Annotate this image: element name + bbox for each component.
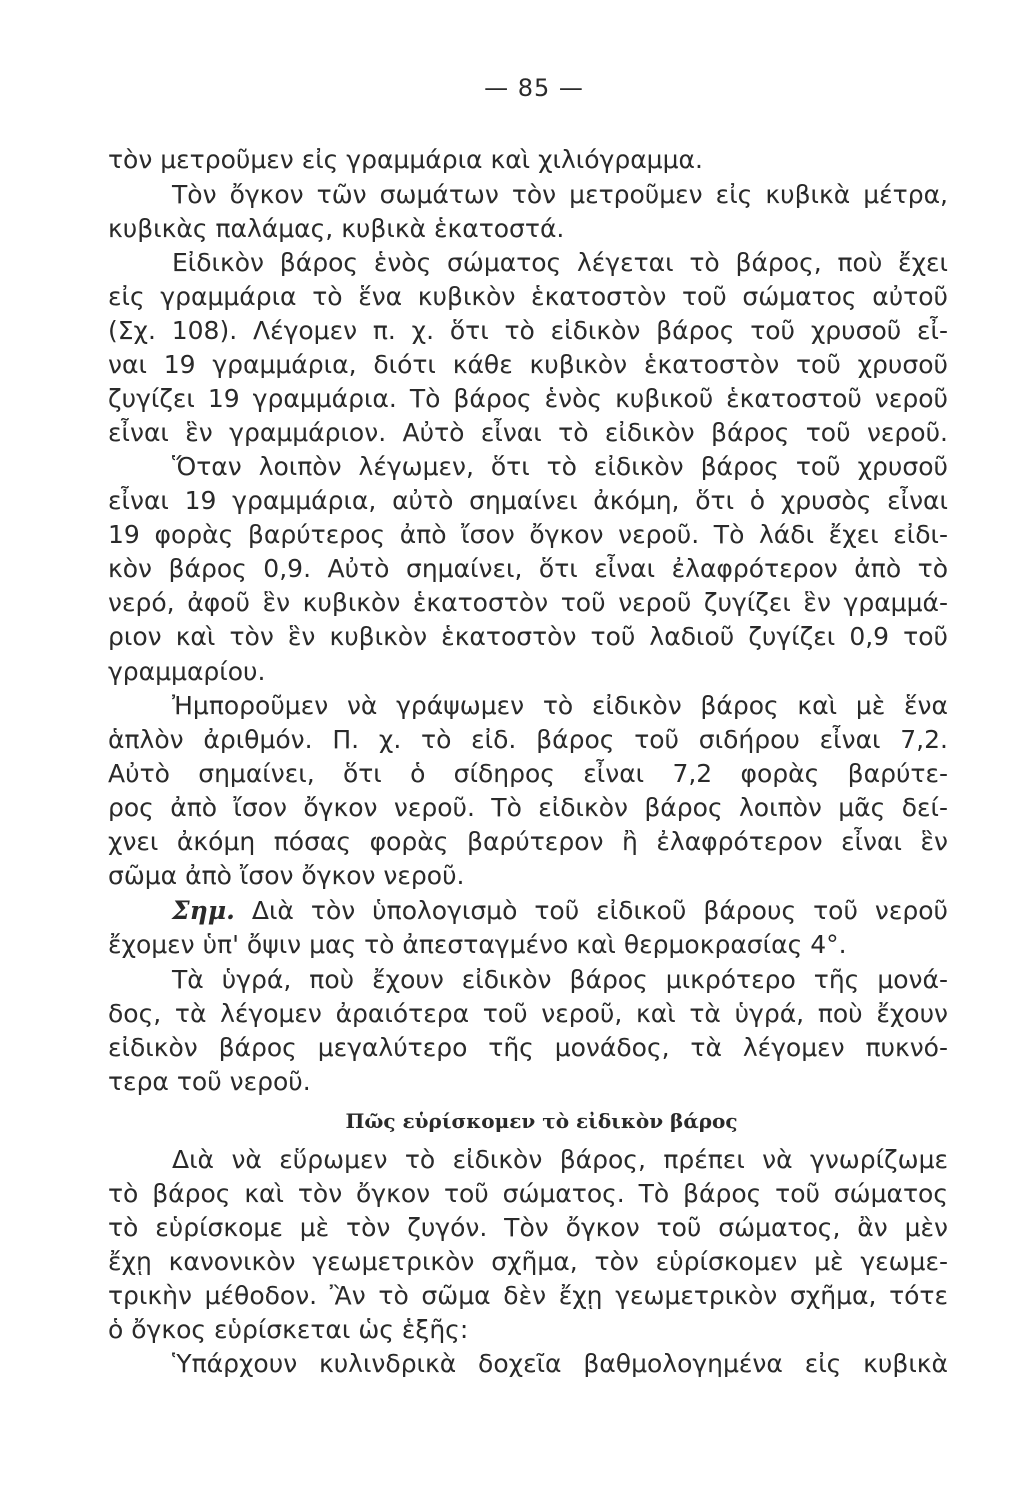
section-heading: Πῶς εὑρίσκομεν τὸ εἰδικὸν βάρος bbox=[345, 1109, 738, 1133]
text-line: Ἠμποροῦμεν νὰ γράψωμεν τὸ εἰδικὸν βάρος καὶ μὲ ἕνα bbox=[172, 691, 948, 720]
text-line: εἶναι 19 γραμμάρια, αὐτὸ σημαίνει ἀκόμη, ὅτι ὁ χρυσὸς εἶναι bbox=[108, 486, 948, 515]
text-line: ἔχῃ κανονικὸν γεωμετρικὸν σχῆμα, τὸν εὑρίσκομεν μὲ γεωμε- bbox=[108, 1247, 948, 1276]
text-line: εἰδικὸν βάρος μεγαλύτερο τῆς μονάδος, τὰ λέγομεν πυκνό- bbox=[108, 1033, 948, 1062]
text-line: Ὅταν λοιπὸν λέγωμεν, ὅτι τὸ εἰδικὸν βάρος τοῦ χρυσοῦ bbox=[172, 452, 948, 481]
text-line: Ὑπάρχουν κυλινδρικὰ δοχεῖα βαθμολογημένα εἰς κυβικὰ bbox=[172, 1349, 948, 1378]
text-line: Διὰ νὰ εὕρωμεν τὸ εἰδικὸν βάρος, πρέπει νὰ γνωρίζωμε bbox=[172, 1145, 948, 1174]
note-label: Σημ. bbox=[172, 896, 235, 925]
text-line: 19 φορὰς βαρύτερος ἀπὸ ἴσον ὄγκον νεροῦ. Τὸ λάδι ἔχει εἰδι- bbox=[108, 520, 948, 549]
note-text: Διὰ τὸν ὑπολογισμὸ τοῦ εἰδικοῦ βάρους τοῦ νεροῦ bbox=[251, 896, 949, 925]
text-line: εἰς γραμμάρια τὸ ἕνα κυβικὸν ἑκατοστὸν τοῦ σώματος αὐτοῦ bbox=[108, 282, 948, 311]
text-line: σῶμα ἀπὸ ἴσον ὄγκον νεροῦ. bbox=[108, 861, 465, 890]
note-line bbox=[172, 894, 948, 928]
text-line: τὸ βάρος καὶ τὸν ὄγκον τοῦ σώματος. Τὸ βάρος τοῦ σώματος bbox=[108, 1179, 948, 1208]
page-number: — 85 — bbox=[484, 74, 584, 102]
text-line: κὸν βάρος 0,9. Αὐτὸ σημαίνει, ὅτι εἶναι ἐλαφρότερον ἀπὸ τὸ bbox=[108, 554, 948, 583]
text-line: ζυγίζει 19 γραμμάρια. Τὸ βάρος ἑνὸς κυβικοῦ ἑκατοστοῦ νεροῦ bbox=[108, 384, 948, 413]
text-line: ἁπλὸν ἀριθμόν. Π. χ. τὸ εἰδ. βάρος τοῦ σιδήρου εἶναι 7,2. bbox=[108, 725, 948, 754]
text-line: ρος ἀπὸ ἴσον ὄγκον νεροῦ. Τὸ εἰδικὸν βάρος λοιπὸν μᾶς δεί- bbox=[108, 793, 948, 822]
text-line: Αὐτὸ σημαίνει, ὅτι ὁ σίδηρος εἶναι 7,2 φορὰς βαρύτε- bbox=[108, 759, 948, 788]
text-line: Τὸν ὄγκον τῶν σωμάτων τὸν μετροῦμεν εἰς κυβικὰ μέτρα, bbox=[172, 180, 948, 209]
text-line: τὸ εὑρίσκομε μὲ τὸν ζυγόν. Τὸν ὄγκον τοῦ σώματος, ἂν μὲν bbox=[108, 1213, 948, 1242]
text-line: δος, τὰ λέγομεν ἀραιότερα τοῦ νεροῦ, καὶ τὰ ὑγρά, ποὺ ἔχουν bbox=[108, 999, 948, 1028]
text-line: γραμμαρίου. bbox=[108, 657, 266, 686]
text-line: κυβικὰς παλάμας, κυβικὰ ἑκατοστά. bbox=[108, 214, 565, 243]
text-line: ὁ ὄγκος εὑρίσκεται ὡς ἑξῆς: bbox=[108, 1315, 469, 1344]
text-line: χνει ἀκόμη πόσας φορὰς βαρύτερον ἢ ἐλαφρότερον εἶναι ἓν bbox=[108, 827, 948, 856]
text-line: τρικὴν μέθοδον. Ἂν τὸ σῶμα δὲν ἔχῃ γεωμετρικὸν σχῆμα, τότε bbox=[108, 1281, 948, 1310]
text-line: (Σχ. 108). Λέγομεν π. χ. ὅτι τὸ εἰδικὸν βάρος τοῦ χρυσοῦ εἶ- bbox=[108, 316, 948, 345]
text-line: τὸν μετροῦμεν εἰς γραμμάρια καὶ χιλιόγραμμα. bbox=[108, 145, 703, 174]
text-line: Εἰδικὸν βάρος ἑνὸς σώματος λέγεται τὸ βάρος, ποὺ ἔχει bbox=[172, 248, 948, 277]
text-line: νερό, ἀφοῦ ἓν κυβικὸν ἑκατοστὸν τοῦ νεροῦ ζυγίζει ἓν γραμμά- bbox=[108, 588, 948, 617]
note-line: ἔχομεν ὑπ' ὄψιν μας τὸ ἀπεσταγμένο καὶ θερμοκρασίας 4°. bbox=[108, 930, 847, 959]
text-line: ναι 19 γραμμάρια, διότι κάθε κυβικὸν ἑκατοστὸν τοῦ χρυσοῦ bbox=[108, 350, 948, 379]
text-line: ριον καὶ τὸν ἓν κυβικὸν ἑκατοστὸν τοῦ λαδιοῦ ζυγίζει 0,9 τοῦ bbox=[108, 622, 948, 651]
text-line: τερα τοῦ νεροῦ. bbox=[108, 1067, 311, 1096]
text-line: εἶναι ἓν γραμμάριον. Αὐτὸ εἶναι τὸ εἰδικὸν βάρος τοῦ νεροῦ. bbox=[108, 418, 948, 447]
text-line: Τὰ ὑγρά, ποὺ ἔχουν εἰδικὸν βάρος μικρότερο τῆς μονά- bbox=[172, 965, 948, 994]
